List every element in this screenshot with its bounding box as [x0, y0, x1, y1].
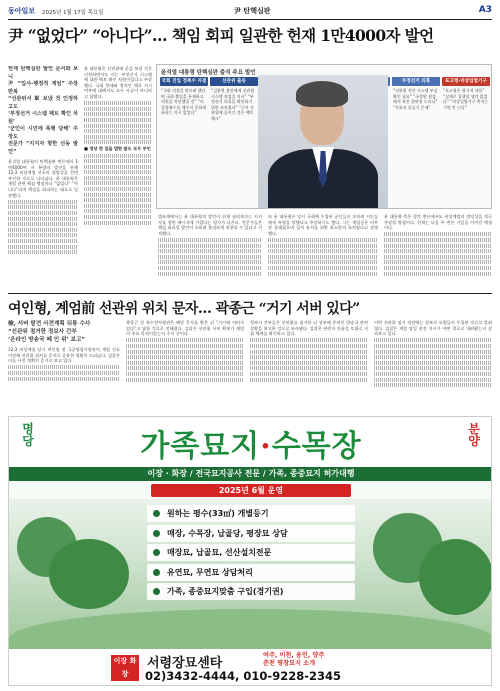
text-filler: [268, 244, 378, 248]
text-filler: [8, 250, 78, 254]
text-filler: [84, 215, 152, 219]
text-filler: [268, 260, 378, 264]
text-filler: [84, 209, 152, 213]
ad-service-text: 가족, 종중묘지맞춤 구입(경기권): [167, 587, 284, 596]
text-filler: [374, 338, 492, 342]
ad-service-text: 원하는 평수(33㎡) 개별등기: [167, 509, 269, 518]
text-filler: [374, 355, 492, 359]
text-filler: [84, 181, 152, 185]
article1-body-2: 윤 대통령은 선관위에 군을 보낸 것은 인정하면서도 이는 부정선거 시스템에 대한 팩트 확인 차원이었다고 주장했다. 국회 봉쇄와 정치인 체포 지시 여부에 대해서도 모두 사실이 아니라고 답했다.: [84, 66, 152, 99]
bullet-icon: [153, 588, 160, 595]
main-headline: 尹 “없었다” “아니다”… 책임 회피 일관한 헌재 1만4000자 발언: [8, 26, 434, 45]
ad-phone-number[interactable]: 02)3432-4444, 010-9228-2345: [145, 669, 341, 683]
cemetery-advertisement[interactable]: [8, 416, 492, 686]
article2-column-4: [374, 320, 492, 412]
text-filler: [126, 361, 244, 365]
infobox-column-body: “국회 의결을 막으려 했다면 국회 출입을 통제하고 의원을 차단했을 것” “의결정족수를 채우지 못하게 하라는 지시 없었다”: [161, 88, 207, 116]
ad-locations: 여주, 이천, 용인, 양주 춘천 평창묘지 소개: [263, 652, 325, 667]
bullet-icon: [153, 530, 160, 537]
masthead: [8, 4, 492, 20]
text-filler: [8, 377, 120, 381]
text-filler: [126, 344, 244, 348]
text-filler: [250, 366, 368, 370]
article1-body-1: 윤석열 대통령이 탄핵심판 변론에서 1만4000여 자 분량의 발언을 통해 12·3 비상계엄 선포의 위법성을 전면 부인한 것으로 나타났다. 윤 대통령은 계엄 관련 핵심 쟁점마다 “없었다” “아니다”라며 책임을 회피하는 태도로 일관했다.: [8, 159, 78, 198]
ad-date-badge: 2025년 6월 운영: [151, 484, 351, 497]
text-filler: [250, 372, 368, 376]
text-filler: [250, 338, 368, 342]
ad-service-text: 매장묘, 납골묘, 선산설치전문: [167, 548, 272, 557]
text-filler: [384, 244, 492, 248]
article2-subhead-2: “선관위 점거한 정보사 간부: [8, 329, 77, 335]
text-filler: [84, 176, 152, 180]
president-photo: [258, 75, 388, 208]
bullet-icon: [153, 569, 160, 576]
ad-title-tree-burial: 수목장: [271, 429, 362, 464]
text-filler: [8, 233, 78, 237]
text-filler: [126, 372, 244, 376]
text-filler: [384, 249, 492, 253]
ad-side-label-left: 명당: [22, 422, 34, 448]
text-filler: [8, 239, 78, 243]
text-filler: [268, 266, 378, 270]
newspaper-logo: 동아일보: [8, 7, 36, 15]
bullet-icon: [153, 510, 160, 517]
text-filler: [8, 211, 78, 215]
ad-service-item: [147, 583, 355, 600]
text-filler: [84, 118, 152, 122]
text-filler: [84, 193, 152, 197]
text-filler: [84, 101, 152, 105]
issue-date: 2025년 1월 17일 목요일: [42, 10, 104, 16]
article1-subhead-1: 헌재 탄핵심판 발언 문서화 보니: [8, 66, 78, 80]
ad-service-text: 매장, 수목장, 납골당, 평장묘 상담: [167, 528, 288, 538]
article1-column-3: [158, 214, 262, 288]
article2-column-1: [8, 320, 120, 412]
infobox-column-body: “포고령은 형식적 내용” “실제로 집행할 생각 없었다” “비상입법기구 쪽지는 기억 안 난다”: [443, 88, 489, 110]
text-filler: [158, 266, 262, 270]
tree-shape: [419, 539, 492, 615]
article1-column-5: [384, 214, 492, 288]
article2-subhead-1: 檢, 서버 발견 사전계획 뒤통 수사: [8, 321, 91, 327]
infobox-column-head: 국회 진입 정족수 자결: [161, 79, 207, 84]
ad-contact-footer: [9, 649, 492, 686]
text-filler: [8, 371, 120, 375]
article2-body-2: 곽종근 전 특수전사령관은 해당 문자를 받은 뒤 “거기에 서버가 있다”고 답한 것으로 전해졌다. 검찰은 선관위 서버 확보가 계엄의 주요 목적이었는지 수사 중이다.: [126, 320, 244, 337]
text-filler: [84, 159, 152, 163]
section-label: 尹 탄핵심판: [234, 7, 271, 15]
ad-service-badge: 이장 화장: [111, 655, 139, 681]
text-filler: [384, 260, 492, 264]
ad-service-list: [147, 505, 355, 603]
ad-main-title: [49, 421, 453, 465]
text-filler: [84, 170, 152, 174]
text-filler: [84, 204, 152, 208]
text-filler: [158, 249, 262, 253]
text-filler: [268, 249, 378, 253]
text-filler: [84, 135, 152, 139]
ad-service-item: [147, 544, 355, 561]
text-filler: [126, 338, 244, 342]
infobox-column-4: [392, 77, 440, 207]
article1-subhead-5: ‘군인이 시민에 폭행 당해’ 주장도: [8, 126, 78, 140]
ad-subtitle-bar: 이장 · 화장 / 전국묘지공사 전문 / 가족, 종중묘지 허가대행: [9, 467, 492, 481]
ad-company-name: 서령장묘센타: [147, 656, 223, 671]
article1-body-5: 또 윤 대통령은 당시 국회에 투입된 군인들이 오히려 시민들에게 폭행을 당했다고 주장하기도 했다. 그는 계엄군은 비무장 상태였으며 질서 유지를 위한 최소한의 조치였다고 설명했다.: [268, 214, 378, 236]
text-filler: [8, 245, 78, 249]
text-filler: [374, 350, 492, 354]
article1-column-2: [84, 66, 152, 288]
article1-subhead-3: “선관위서 軍 보냈 것 인정하고도: [8, 96, 78, 110]
infobox-column-head: 선관위 출동: [210, 77, 258, 86]
ad-header: [9, 417, 492, 467]
infobox-title: 윤석열 대통령 탄핵심판 출석 주요 발언: [161, 70, 256, 76]
article1-subhead-6: 전문가 “지지자 향한 선동 발언”: [8, 141, 78, 155]
article2-column-3: [250, 320, 368, 412]
text-filler: [84, 124, 152, 128]
article1-body-4: 법조계에서는 윤 대통령의 발언이 헌재 심리보다는 지지자를 향한 메시지에 가깝다는 평가가 나온다. 전문가들은 책임 회피성 발언이 오히려 불리하게 작용할 수 있다고 지적했다.: [158, 214, 262, 236]
text-filler: [8, 365, 120, 369]
text-filler: [268, 255, 378, 259]
text-filler: [8, 200, 78, 204]
text-filler: [250, 350, 368, 354]
text-filler: [84, 165, 152, 169]
text-filler: [84, 112, 152, 116]
text-filler: [84, 107, 152, 111]
text-filler: [84, 187, 152, 191]
text-filler: [374, 378, 492, 382]
text-filler: [250, 361, 368, 365]
text-filler: [158, 272, 262, 276]
second-headline: 여인형, 계엄前 선관위 위치 문자… 곽종근 “거기 서버 있다”: [8, 301, 360, 317]
ad-service-item: [147, 505, 355, 522]
infobox-column-head: 포고령·비상입법기구: [442, 77, 490, 86]
infobox-column-body: “선관위 전산 시스템 부실 확인 필요” “국정원 점검에서 보안 취약점 드러나” “투표지 분류기 문제”: [393, 88, 438, 110]
infobox-column-head: 부정선거 의혹: [392, 77, 440, 86]
article2-column-2: [126, 320, 244, 412]
text-filler: [158, 244, 262, 248]
article1-section-heading: ■ 정당 한 있을 법한 말도 모두 부인: [84, 146, 151, 152]
text-filler: [8, 228, 78, 232]
text-filler: [374, 372, 492, 376]
bullet-icon: [153, 549, 160, 556]
text-filler: [126, 350, 244, 354]
infobox-column-5: [442, 77, 490, 207]
article1-subhead-4: ‘부정선거 시스템 팩트 확인 차원’: [8, 111, 78, 125]
text-filler: [126, 366, 244, 370]
text-filler: [384, 232, 492, 236]
text-filler: [84, 154, 152, 158]
text-filler: [384, 255, 492, 259]
text-filler: [126, 378, 244, 382]
article1-subhead-2: 尹 “입사-행정적 계엄” 주장 반복: [8, 81, 78, 95]
text-filler: [84, 221, 152, 225]
text-filler: [374, 366, 492, 370]
infobox-column-2: [210, 77, 258, 207]
tree-shape: [49, 539, 129, 609]
text-filler: [84, 198, 152, 202]
article1-left-column: [8, 66, 78, 288]
text-filler: [250, 355, 368, 359]
article2-body-4: 이번 선관위 점거 작전에는 정보사 요원들이 투입된 것으로 알려졌다. 검찰은 계엄 당일 작전 지시가 어떤 경로로 내려왔는지 살펴보고 있다.: [374, 320, 492, 337]
text-filler: [84, 129, 152, 133]
infobox-column-body: “김용현 장관에게 선관위 시스템 점검을 지시” “부정선거 의혹을 확인하기 위한 조치였다” “군이 선관위에 들어간 것은 팩트 체크”: [211, 88, 255, 121]
text-filler: [84, 140, 152, 144]
ad-service-item: [147, 525, 355, 542]
article-divider: [8, 293, 492, 294]
text-filler: [8, 217, 78, 221]
text-filler: [374, 361, 492, 365]
text-filler: [250, 378, 368, 382]
text-filler: [268, 238, 378, 242]
ad-side-label-right: 분양: [468, 422, 480, 448]
ad-service-text: 유연묘, 무연묘 상담처리: [167, 567, 253, 577]
text-filler: [268, 272, 378, 276]
ad-title-family-grave: 가족묘지: [140, 429, 261, 464]
text-filler: [250, 344, 368, 348]
text-filler: [158, 238, 262, 242]
text-filler: [384, 266, 492, 270]
photo-hair-shape: [296, 81, 348, 107]
page-number: A3: [478, 5, 492, 15]
ad-service-item: [147, 564, 355, 581]
article1-column-4: [268, 214, 378, 288]
infobox-column-1: [160, 77, 208, 207]
ad-title-dot: ·: [260, 429, 272, 464]
article2-body-3: 정보사 간부들은 선관위를 점거한 뒤 상부에 온라인 방송국 관련 상황을 보고한 것으로 조사됐다. 검찰은 관련자 진술을 토대로 지휘 체계를 확인하고 있다.: [250, 320, 368, 337]
text-filler: [126, 355, 244, 359]
text-filler: [158, 255, 262, 259]
text-filler: [384, 238, 492, 242]
text-filler: [158, 260, 262, 264]
article2-body-1: 12·3 비상계엄 당시 여인형 전 국군방첩사령관이 계엄 선포 이전에 선관위 위치를 문자로 공유한 정황이 드러났다. 검찰은 이를 사전 계획의 증거로 보고 있다.: [8, 347, 120, 364]
article1-body-6: 윤 대통령 측은 향후 변론에서도 비상계엄의 정당성을 적극 주장할 방침이다. 헌재는 다음 주 변론 기일을 이어갈 예정이다.: [384, 214, 492, 231]
article2-subhead-3: ‘온라인 방송국 떼 인 위’ 보고”: [8, 337, 86, 343]
text-filler: [8, 205, 78, 209]
text-filler: [374, 344, 492, 348]
text-filler: [374, 383, 492, 387]
text-filler: [384, 272, 492, 276]
text-filler: [8, 222, 78, 226]
